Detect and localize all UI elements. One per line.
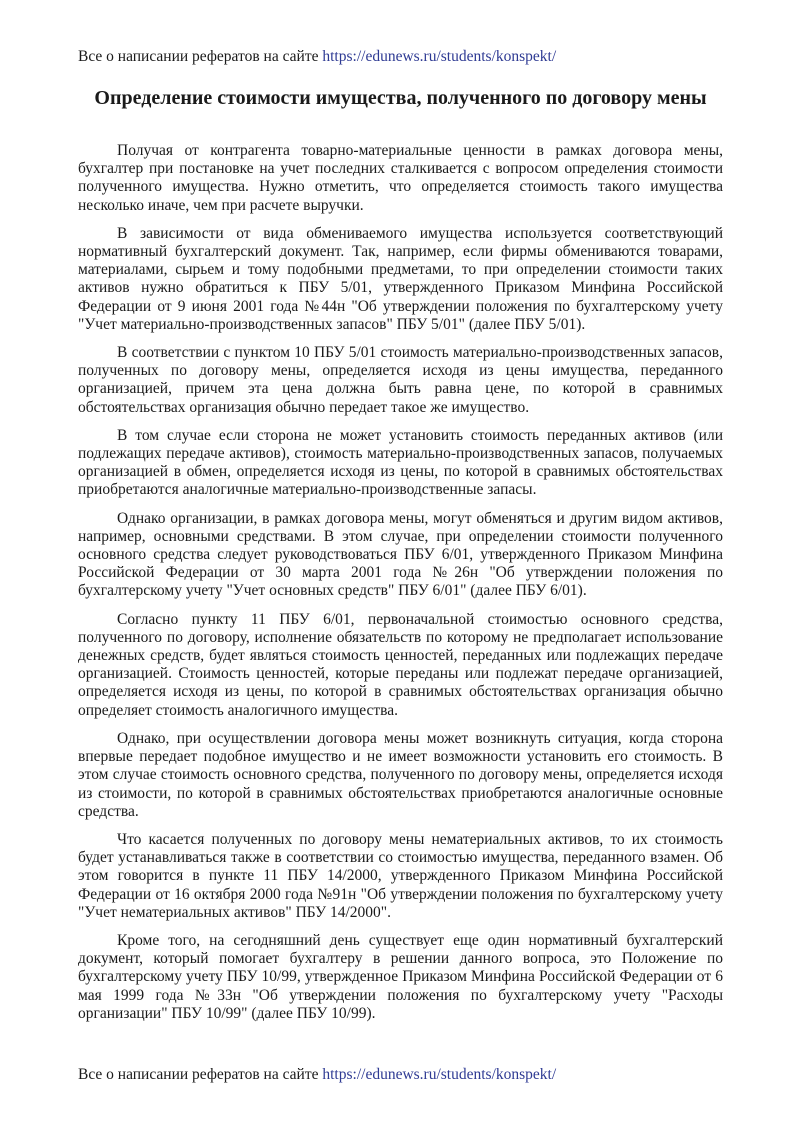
paragraph-3: В соответствии с пунктом 10 ПБУ 5/01 стоимость материально-производственных запасов, полученных по договору мены, определяется исходя из цены имущества, переданного организацией, причем эта цена должна быть равна цене, по которой в сравнимых обстоятельствах организация обычно передает такое же имущество. [78,344,723,416]
document-body [78,142,723,1033]
paragraph-1: Получая от контрагента товарно-материальные ценности в рамках договора мены, бухгалтер при постановке на учет последних сталкивается с вопросом определения стоимости полученного имущества. Нужно отметить, что определяется стоимость такого имущества несколько иначе, чем при расчете выручки. [78,142,723,214]
paragraph-6: Согласно пункту 11 ПБУ 6/01, первоначальной стоимостью основного средства, полученного по договору, исполнение обязательств по которому не предполагает использование денежных средств, будет являться стоимость ценностей, переданных или подлежащих передаче организацией. Стоимость ценностей, которые переданы или подлежат передаче организацией, определяется исходя из цены, по которой в сравнимых обстоятельствах организация обычно определяет стоимость аналогичного имущества. [78,610,723,719]
page-footer [78,1065,728,1085]
footer-site-link[interactable]: https://edunews.ru/students/konspekt/ [322,1066,557,1083]
page-header [78,47,728,67]
header-prefix: Все о написании рефератов на сайте [78,48,319,65]
paragraph-5: Однако организации, в рамках договора мены, могут обменяться и другим видом активов, например, основными средствами. В этом случае, при определении стоимости полученного основного средства следует руководствоваться ПБУ 6/01, утвержденного Приказом Минфина Российской Федерации от 30 марта 2001 года №26н "Об утверждении положения по бухгалтерскому учету "Учет основных средств" ПБУ 6/01" (далее ПБУ 6/01). [78,509,723,600]
footer-prefix: Все о написании рефератов на сайте [78,1066,319,1083]
paragraph-4: В том случае если сторона не может установить стоимость переданных активов (или подлежащих передаче активов), стоимость материально-производственных запасов, получаемых организацией в обмен, определяется исходя из цены, по которой в сравнимых обстоятельствах приобретаются аналогичные материально-производственные запасы. [78,426,723,499]
paragraph-7: Однако, при осуществлении договора мены может возникнуть ситуация, когда сторона впервые передает подобное имущество и не имеет возможности установить его стоимость. В этом случае стоимость основного средства, полученного по договору мены, определяется исходя из стоимости, по которой в сравнимых обстоятельствах приобретаются аналогичные основные средства. [78,729,723,820]
paragraph-9: Кроме того, на сегодняшний день существует еще один нормативный бухгалтерский документ, который помогает бухгалтеру в решении данного вопроса, это Положение по бухгалтерскому учету ПБУ 10/99, утвержденное Приказом Минфина Российской Федерации от 6 мая 1999 года №33н "Об утверждении положения по бухгалтерскому учету "Расходы организации" ПБУ 10/99" (далее ПБУ 10/99). [78,931,723,1022]
paragraph-8: Что касается полученных по договору мены нематериальных активов, то их стоимость будет устанавливаться также в соответствии со стоимостью имущества, переданного взамен. Об этом говорится в пункте 11 ПБУ 14/2000, утвержденного Приказом Минфина Российской Федерации от 16 октября 2000 года №91н "Об утверждении положения по бухгалтерскому учету "Учет нематериальных активов" ПБУ 14/2000". [78,830,723,921]
paragraph-2: В зависимости от вида обмениваемого имущества используется соответствующий нормативный бухгалтерский документ. Так, например, если фирмы обмениваются товарами, материалами, сырьем и тому подобными предметами, то при определении стоимости таких активов нужно обратиться к ПБУ 5/01, утвержденного Приказом Минфина Российской Федерации от 9 июня 2001 года №44н "Об утверждении положения по бухгалтерскому учету "Учет материально-производственных запасов" ПБУ 5/01" (далее ПБУ 5/01). [78,224,723,333]
header-site-link[interactable]: https://edunews.ru/students/konspekt/ [322,48,557,65]
document-title: Определение стоимости имущества, полученного по договору мены [94,87,707,109]
